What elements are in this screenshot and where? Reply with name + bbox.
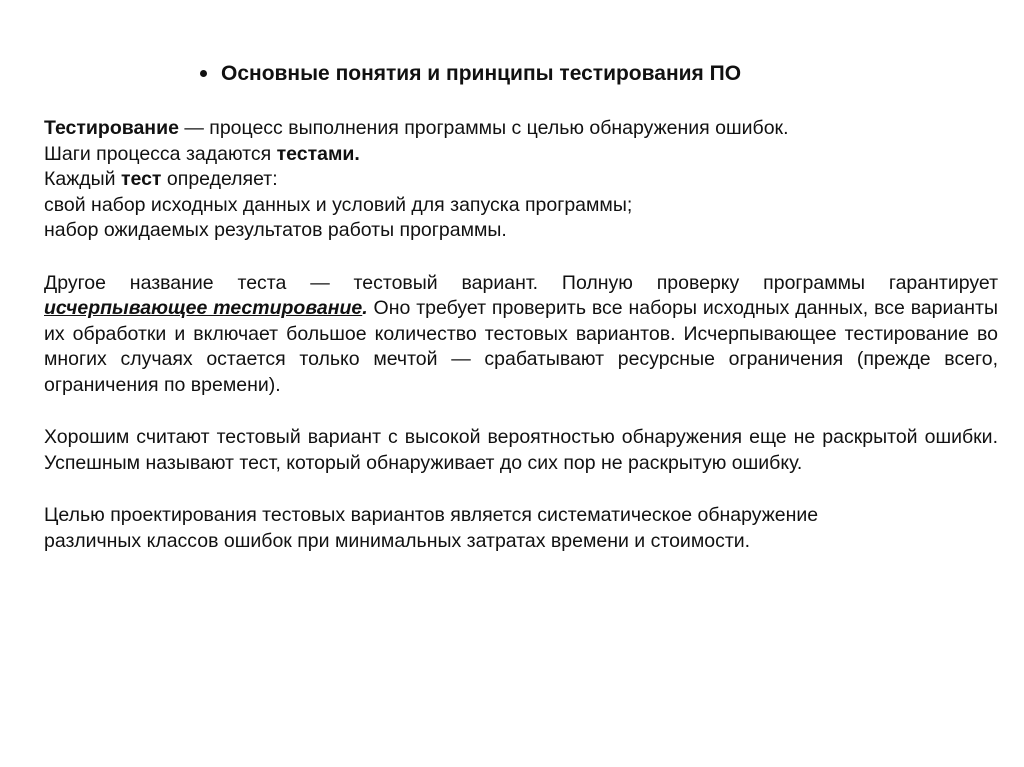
spacer [44,244,998,271]
definition-line-3-pre: Каждый [44,168,121,190]
slide-title: Основные понятия и принципы тестирования ПО [221,62,742,85]
definition-line-2-pre: Шаги процесса задаются [44,142,277,165]
bullet-icon [200,70,207,77]
definition-line-2 [44,142,998,168]
term-test: тест [120,168,162,190]
exhaustive-testing-paragraph [44,271,998,399]
spacer [44,398,998,425]
definition-line-2-post: . [354,142,360,165]
exhaustive-post: Оно требует проверить все наборы исходных данных, все варианты их обработки и включает большое количество тестовых вариантов. Исчерпывающее тестирование во многих случаях остается только мечтой — срабатывают ресурсные ограничения (прежде всего, ограничения по времени). [44,297,998,396]
definition-line-3-post: определяет: [161,168,278,190]
goal-paragraph [44,503,998,554]
spacer [44,476,998,503]
good-test-paragraph: Хорошим считают тестовый вариант с высокой вероятностью обнаружения еще не раскрытой ошибки. Успешным называют тест, который обнаруживает до сих пор не раскрытую ошибку. [44,426,998,474]
definition-line-1-text: — процесс выполнения программы с целью обнаружения ошибок. [178,117,789,139]
exhaustive-term-dot: . [362,297,368,319]
exhaustive-pre: Другое название теста — тестовый вариант. Полную проверку программы гарантирует [44,271,998,294]
term-tests: тестами [276,142,355,165]
term-exhaustive-testing: исчерпывающее тестирование [44,297,363,319]
slide-content [44,116,998,554]
term-testing: Тестирование [44,117,179,139]
definition-line-1 [44,116,998,142]
definition-block [44,116,998,244]
goal-line-2: различных классов ошибок при минимальных затратах времени и стоимости. [44,529,751,552]
definition-line-3 [44,167,998,193]
definition-line-5: набор ожидаемых результатов работы программы. [44,219,507,241]
goal-line-1: Целью проектирования тестовых вариантов является систематическое обнаружение [44,504,819,526]
slide-title-row [200,60,741,88]
definition-line-4: свой набор исходных данных и условий для запуска программы; [44,193,633,216]
